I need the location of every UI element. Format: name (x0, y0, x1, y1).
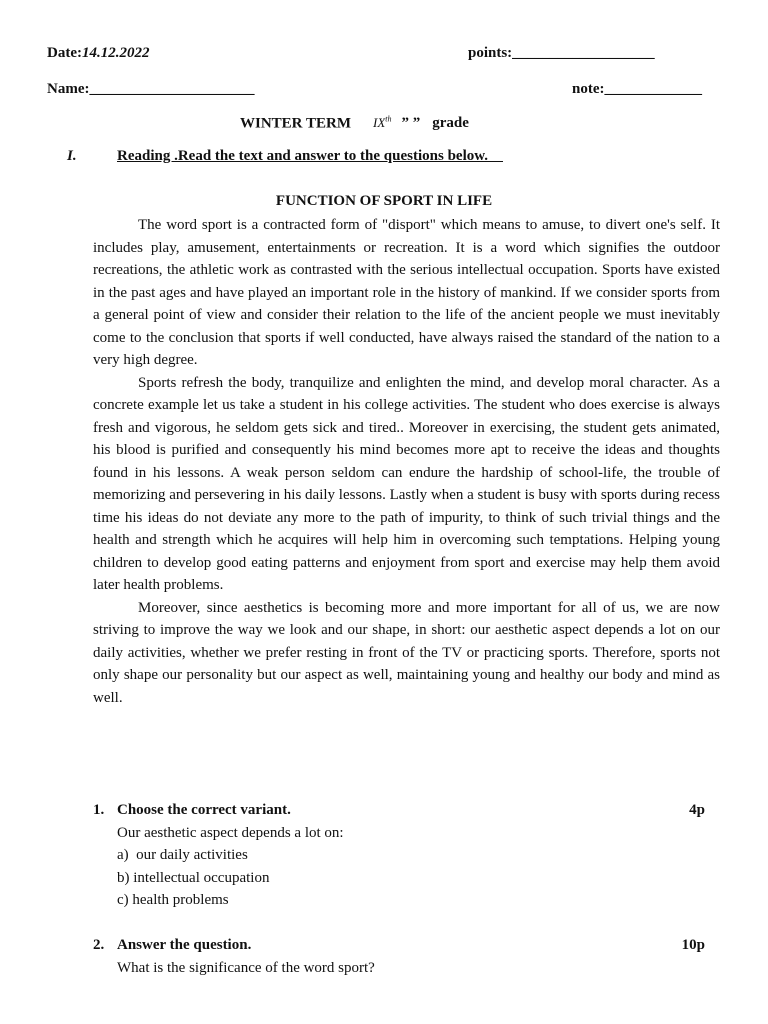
question-number: 2. (93, 937, 105, 953)
question-number: 1. (93, 802, 105, 818)
name-field[interactable]: Name:______________________ (47, 81, 255, 97)
question-label: Answer the question. (117, 937, 252, 953)
section-title-underline (488, 148, 503, 164)
section-title (117, 148, 503, 165)
question-prompt: What is the significance of the word sport? (117, 959, 375, 976)
option-b[interactable]: b) intellectual occupation (117, 869, 270, 886)
section-title-text: Reading .Read the text and answer to the questions below. (117, 148, 488, 164)
question-prompt: Our aesthetic aspect depends a lot on: (117, 824, 344, 841)
points-field[interactable]: points:___________________ (468, 45, 655, 61)
grade-roman: IX (373, 115, 386, 131)
date-field (47, 45, 149, 62)
paragraph: Sports refresh the body, tranquilize and enlighten the mind, and develop moral character. As a concrete example let us take a student in his college activities. The student who does exercise is always fresh and vigorous, he seldom gets sick and tired.. Moreover in exercising, the student gets animated, his blood is purified and consequently his mind becomes more apt to receive the ideas and thoughts found in his lessons. A weak person seldom can endure the hardship of school-life, the trouble of memorizing and persevering in his daily lessons. Lastly when a student is busy with sports during recess time his ideas do not deviate any more to the path of impurity, to think of such trivial things and the health and strength which he acquires will help him in overcoming such temptations. Helping young children to develop good eating patterns and enjoyment from sport and exercise may help them avoid later health problems. (93, 374, 720, 593)
option-c[interactable]: c) health problems (117, 892, 229, 908)
question-1 (93, 799, 713, 912)
text-title: FUNCTION OF SPORT IN LIFE (275, 193, 493, 209)
date-value: 14.12.2022 (81, 45, 150, 61)
term-heading (240, 115, 469, 132)
section-number: I. (67, 148, 77, 164)
grade-quotes: ” ” (401, 115, 421, 132)
question-2 (93, 934, 713, 979)
grade-number (373, 115, 392, 130)
question-header (93, 799, 713, 822)
date-label: Date: (47, 45, 82, 61)
question-points: 4p (689, 802, 705, 818)
grade-superscript: th (385, 115, 392, 124)
note-field[interactable]: note:_____________ (572, 81, 702, 97)
question-header (93, 934, 713, 957)
grade-word: grade (432, 115, 469, 132)
paragraph: The word sport is a contracted form of "disport" which means to amuse, to divert one's self. It includes play, amusement, entertainments or recreation. It is a word which signifies the outdoor recreations, the athletic work as contrasted with the serious intellectual occupation. Sports have existed in the past ages and have played an important role in the history of mankind. If we consider sports from a general point of view and consider their relation to the life of the ancient people we must inevitably come to the conclusion that sports if well conducted, have always raised the standard of the nation to a very high degree. (93, 217, 720, 368)
question-label: Choose the correct variant. (117, 802, 291, 818)
paragraph: Moreover, since aesthetics is becoming more and more important for all of us, we are now striving to improve the way we look and our shape, in short: our aesthetic aspect depends a lot on our daily activities, whether we prefer resting in front of the TV or practicing sports. Therefore, sports not only shape our personality but our aspect as well, maintaining young and healthy our body and mind as well. (93, 599, 720, 706)
reading-passage (93, 214, 720, 709)
term-label: WINTER TERM (240, 115, 351, 132)
option-a[interactable]: a) our daily activities (117, 847, 248, 863)
question-points: 10p (681, 937, 705, 953)
